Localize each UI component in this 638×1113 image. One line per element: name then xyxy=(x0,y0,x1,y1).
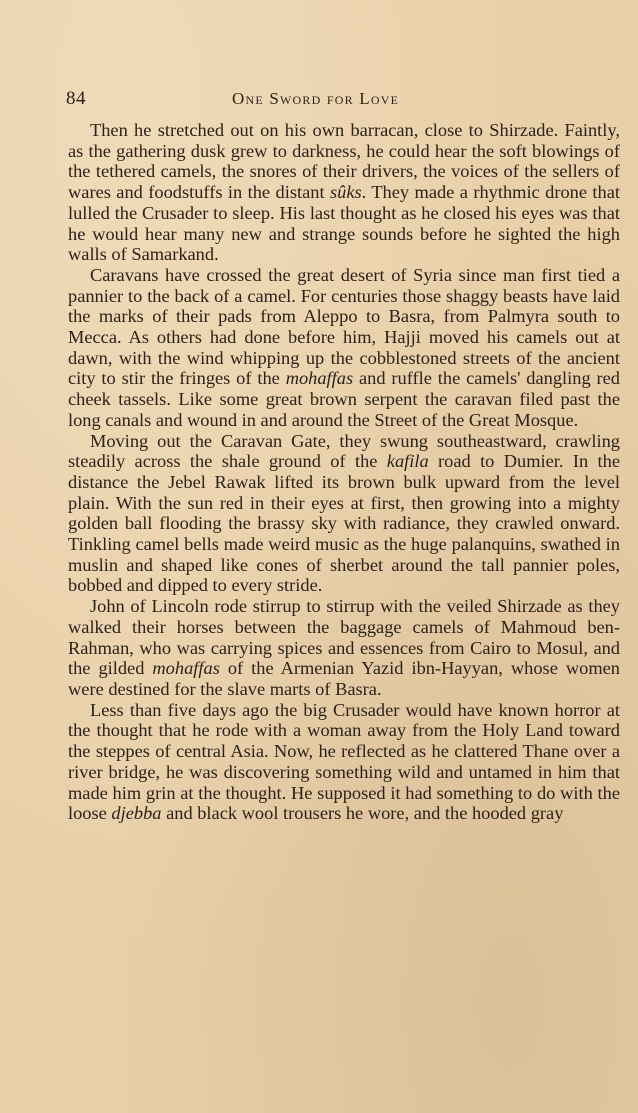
paragraph-3: Moving out the Caravan Gate, they swung southeastward, crawling steadily across the shale ground of the kafila road to Dumier. In the distance the Jebel Rawak lifted its brown bulk upward from the level plain. With the sun red in their eyes at first, then growing into a mighty golden ball flooding the brassy sky with radiance, they crawled onward. Tinkling camel bells made weird music as the huge palanquins, swathed in muslin and shaped like cones of sherbet around the tall pannier poles, bobbed and dipped to every stride. xyxy=(68,430,620,596)
body-text xyxy=(68,120,620,824)
paragraph-1: Then he stretched out on his own barracan, close to Shirzade. Faintly, as the gathering dusk grew to darkness, he could hear the soft blowings of the tethered camels, the snores of their drivers, the voices of the sellers of wares and foodstuffs in the distant sûks. They made a rhythmic drone that lulled the Crusader to sleep. His last thought as he closed his eyes was that he would hear many new and strange sounds before he sighted the high walls of Samarkand. xyxy=(68,120,620,265)
paragraph-2: Caravans have crossed the great desert of Syria since man first tied a pannier to the back of a camel. For centuries those shaggy beasts have laid the marks of their pads from Aleppo to Basra, from Palmyra south to Mecca. As others had done before him, Hajji moved his camels out at dawn, with the wind whipping up the cobblestoned streets of the ancient city to stir the fringes of the mohaffas and ruffle the camels' dangling red cheek tassels. Like some great brown serpent the caravan filed past the long canals and wound in and around the Street of the Great Mosque. xyxy=(68,264,621,430)
page-header xyxy=(66,88,614,114)
page-number: 84 xyxy=(66,88,86,109)
paragraph-4: John of Lincoln rode stirrup to stirrup with the veiled Shirzade as they walked their horses between the baggage camels of Mahmoud ben-Rahman, who was carrying spices and essences from Cairo to Mosul, and the gilded mohaffas of the Armenian Yazid ibn-Hayyan, whose women were destined for the slave marts of Basra. xyxy=(68,596,620,699)
running-title: One Sword for Love xyxy=(232,89,400,108)
paragraph-5: Less than five days ago the big Crusader would have known horror at the thought that he rode with a woman away from the Holy Land toward the steppes of central Asia. Now, he reflected as he clattered Thane over a river bridge, he was discovering something wild and untamed in him that made him grin at the thought. He supposed it had something to do with the loose djebba and black wool trousers he wore, and the hooded gray xyxy=(68,699,620,824)
